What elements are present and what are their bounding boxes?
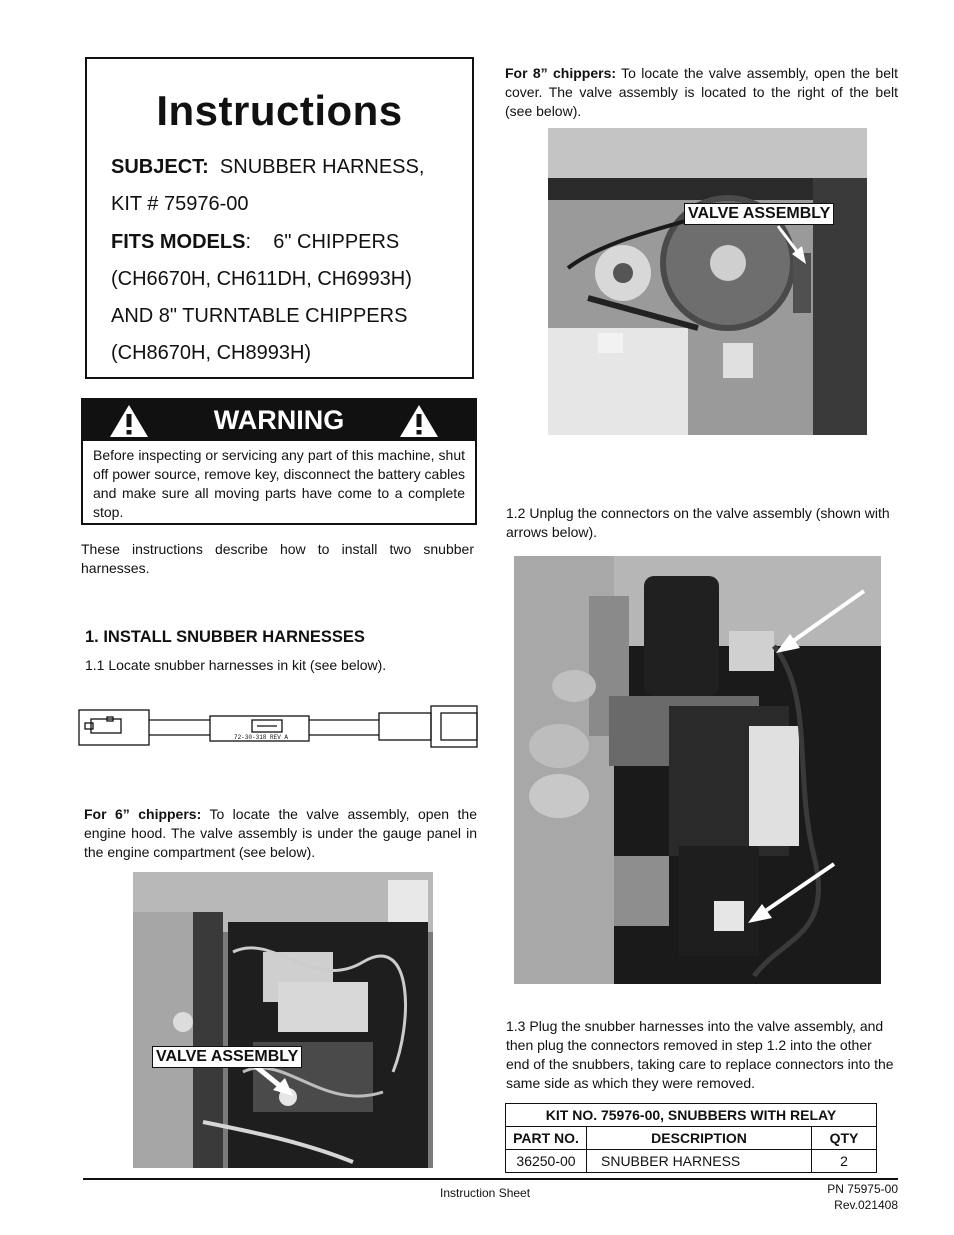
engine-compartment-image xyxy=(133,872,433,1168)
six-inch-valve-photo xyxy=(133,872,433,1168)
header-qty: QTY xyxy=(812,1127,877,1150)
fits-text-1: 6" CHIPPERS xyxy=(273,231,400,253)
step-1-1: 1.1 Locate snubber harnesses in kit (see below). xyxy=(85,657,387,673)
table-title-row xyxy=(506,1104,877,1127)
table-title: KIT NO. 75976-00, SNUBBERS WITH RELAY xyxy=(506,1104,877,1127)
eight-inch-valve-photo xyxy=(548,128,867,435)
six-inch-paragraph xyxy=(84,805,477,862)
warning-text: Before inspecting or servicing any part of this machine, shut off power source, remove key, disconnect the battery cables and make sure all moving parts have come to a complete stop. xyxy=(93,447,465,520)
subject-line-1 xyxy=(111,155,424,179)
harness-part-label: 72-30-318 REV A xyxy=(233,734,289,741)
title-box xyxy=(85,57,474,379)
page-title: Instructions xyxy=(156,87,403,134)
section-heading: 1. INSTALL SNUBBER HARNESSES xyxy=(85,628,365,646)
fits-label: FITS MODELS xyxy=(111,231,246,253)
warning-box xyxy=(81,398,477,525)
cell-description: SNUBBER HARNESS xyxy=(587,1150,812,1173)
intro-text: These instructions describe how to install two snubber harnesses. xyxy=(81,541,474,576)
warning-header xyxy=(83,400,475,441)
step-1-2: 1.2 Unplug the connectors on the valve assembly (shown with arrows below). xyxy=(506,505,890,540)
fits-line-3: AND 8" TURNTABLE CHIPPERS xyxy=(111,305,408,327)
parts-table xyxy=(505,1103,877,1173)
eight-inch-paragraph xyxy=(505,64,898,121)
six-inch-text: To locate the valve assembly, open the engine hood. The valve assembly is under the gauge panel in the engine compartment (see below). xyxy=(84,806,477,860)
footer-center: Instruction Sheet xyxy=(440,1186,531,1200)
warning-right-icon xyxy=(399,404,439,438)
valve-assembly-label-8in: VALVE ASSEMBLY xyxy=(684,203,834,225)
cell-qty: 2 xyxy=(812,1150,877,1173)
warning-title: WARNING xyxy=(213,405,345,435)
valve-connectors-photo xyxy=(514,556,881,984)
valve-assembly-label-6in: VALVE ASSEMBLY xyxy=(152,1046,302,1068)
eight-inch-text: To locate the valve assembly, open the belt cover. The valve assembly is located to the right of the belt (see below). xyxy=(505,65,898,119)
footer-pn: PN 75975-00 xyxy=(827,1182,898,1196)
subject-line-2: KIT # 75976-00 xyxy=(111,193,249,215)
six-inch-label: For 6” chippers: xyxy=(84,806,202,822)
fits-colon: : xyxy=(245,231,252,253)
fits-line-4: (CH8670H, CH8993H) xyxy=(111,342,312,364)
valve-closeup-image xyxy=(514,556,881,984)
snubber-harness-drawing xyxy=(77,703,479,749)
header-part-no: PART NO. xyxy=(506,1127,587,1150)
step-1-3: 1.3 Plug the snubber harnesses into the valve assembly, and then plug the connectors removed in step 1.2 into the other end of the snubbers, taking care to replace connectors into the same side as which they were removed. xyxy=(506,1018,894,1091)
subject-text-1: SNUBBER HARNESS, xyxy=(219,156,425,178)
fits-line-1 xyxy=(111,230,399,254)
cell-part-no: 36250-00 xyxy=(506,1150,587,1173)
header-description: DESCRIPTION xyxy=(587,1127,812,1150)
footer-rev: Rev.021408 xyxy=(834,1198,898,1212)
table-row xyxy=(506,1150,877,1173)
fits-line-2: (CH6670H, CH611DH, CH6993H) xyxy=(111,268,412,290)
subject-label: SUBJECT: xyxy=(111,156,209,178)
belt-area-image xyxy=(548,128,867,435)
table-header-row xyxy=(506,1127,877,1150)
eight-inch-label: For 8” chippers: xyxy=(505,65,617,81)
footer-rule xyxy=(83,1178,898,1180)
